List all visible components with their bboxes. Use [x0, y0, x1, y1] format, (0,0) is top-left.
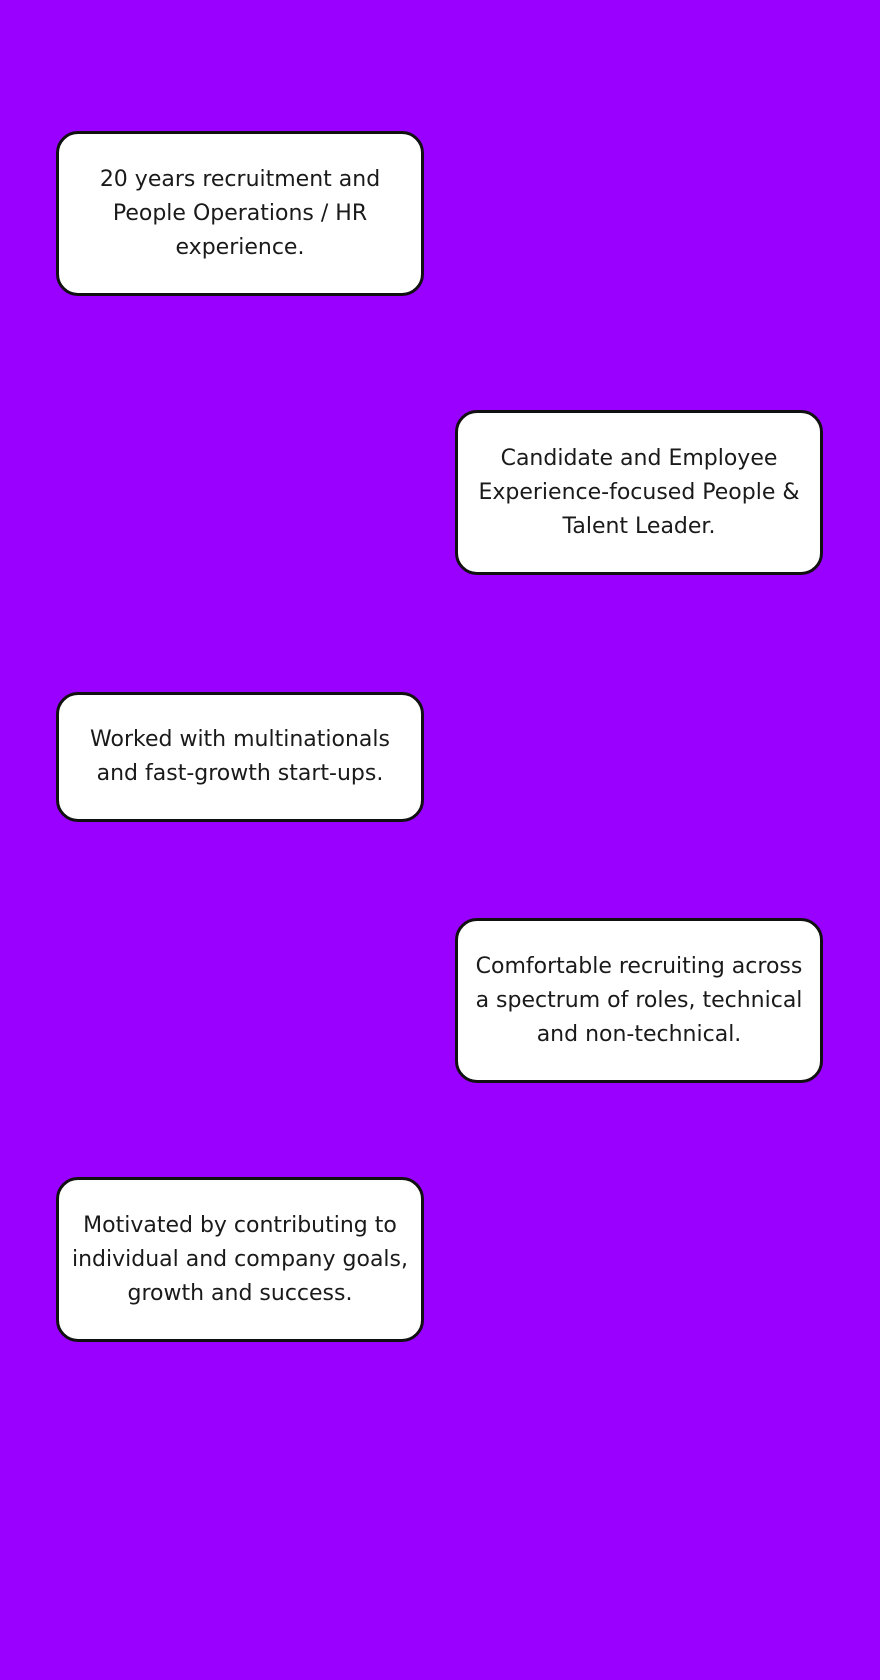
companies-card — [56, 692, 424, 822]
leadership-card-text: Candidate and Employee Experience-focused People & Talent Leader. — [478, 445, 800, 539]
recruiting-card-text: Comfortable recruiting across a spectrum of roles, technical and non-technical. — [475, 953, 803, 1047]
motivation-card — [56, 1177, 424, 1342]
companies-card-text: Worked with multinationals and fast-growth start-ups. — [90, 727, 390, 786]
motivation-card-text: Motivated by contributing to individual and company goals, growth and success. — [71, 1212, 408, 1306]
recruiting-card — [455, 918, 823, 1083]
experience-card-text: 20 years recruitment and People Operations / HR experience. — [99, 166, 381, 260]
leadership-card — [455, 410, 823, 575]
experience-card — [56, 131, 424, 296]
